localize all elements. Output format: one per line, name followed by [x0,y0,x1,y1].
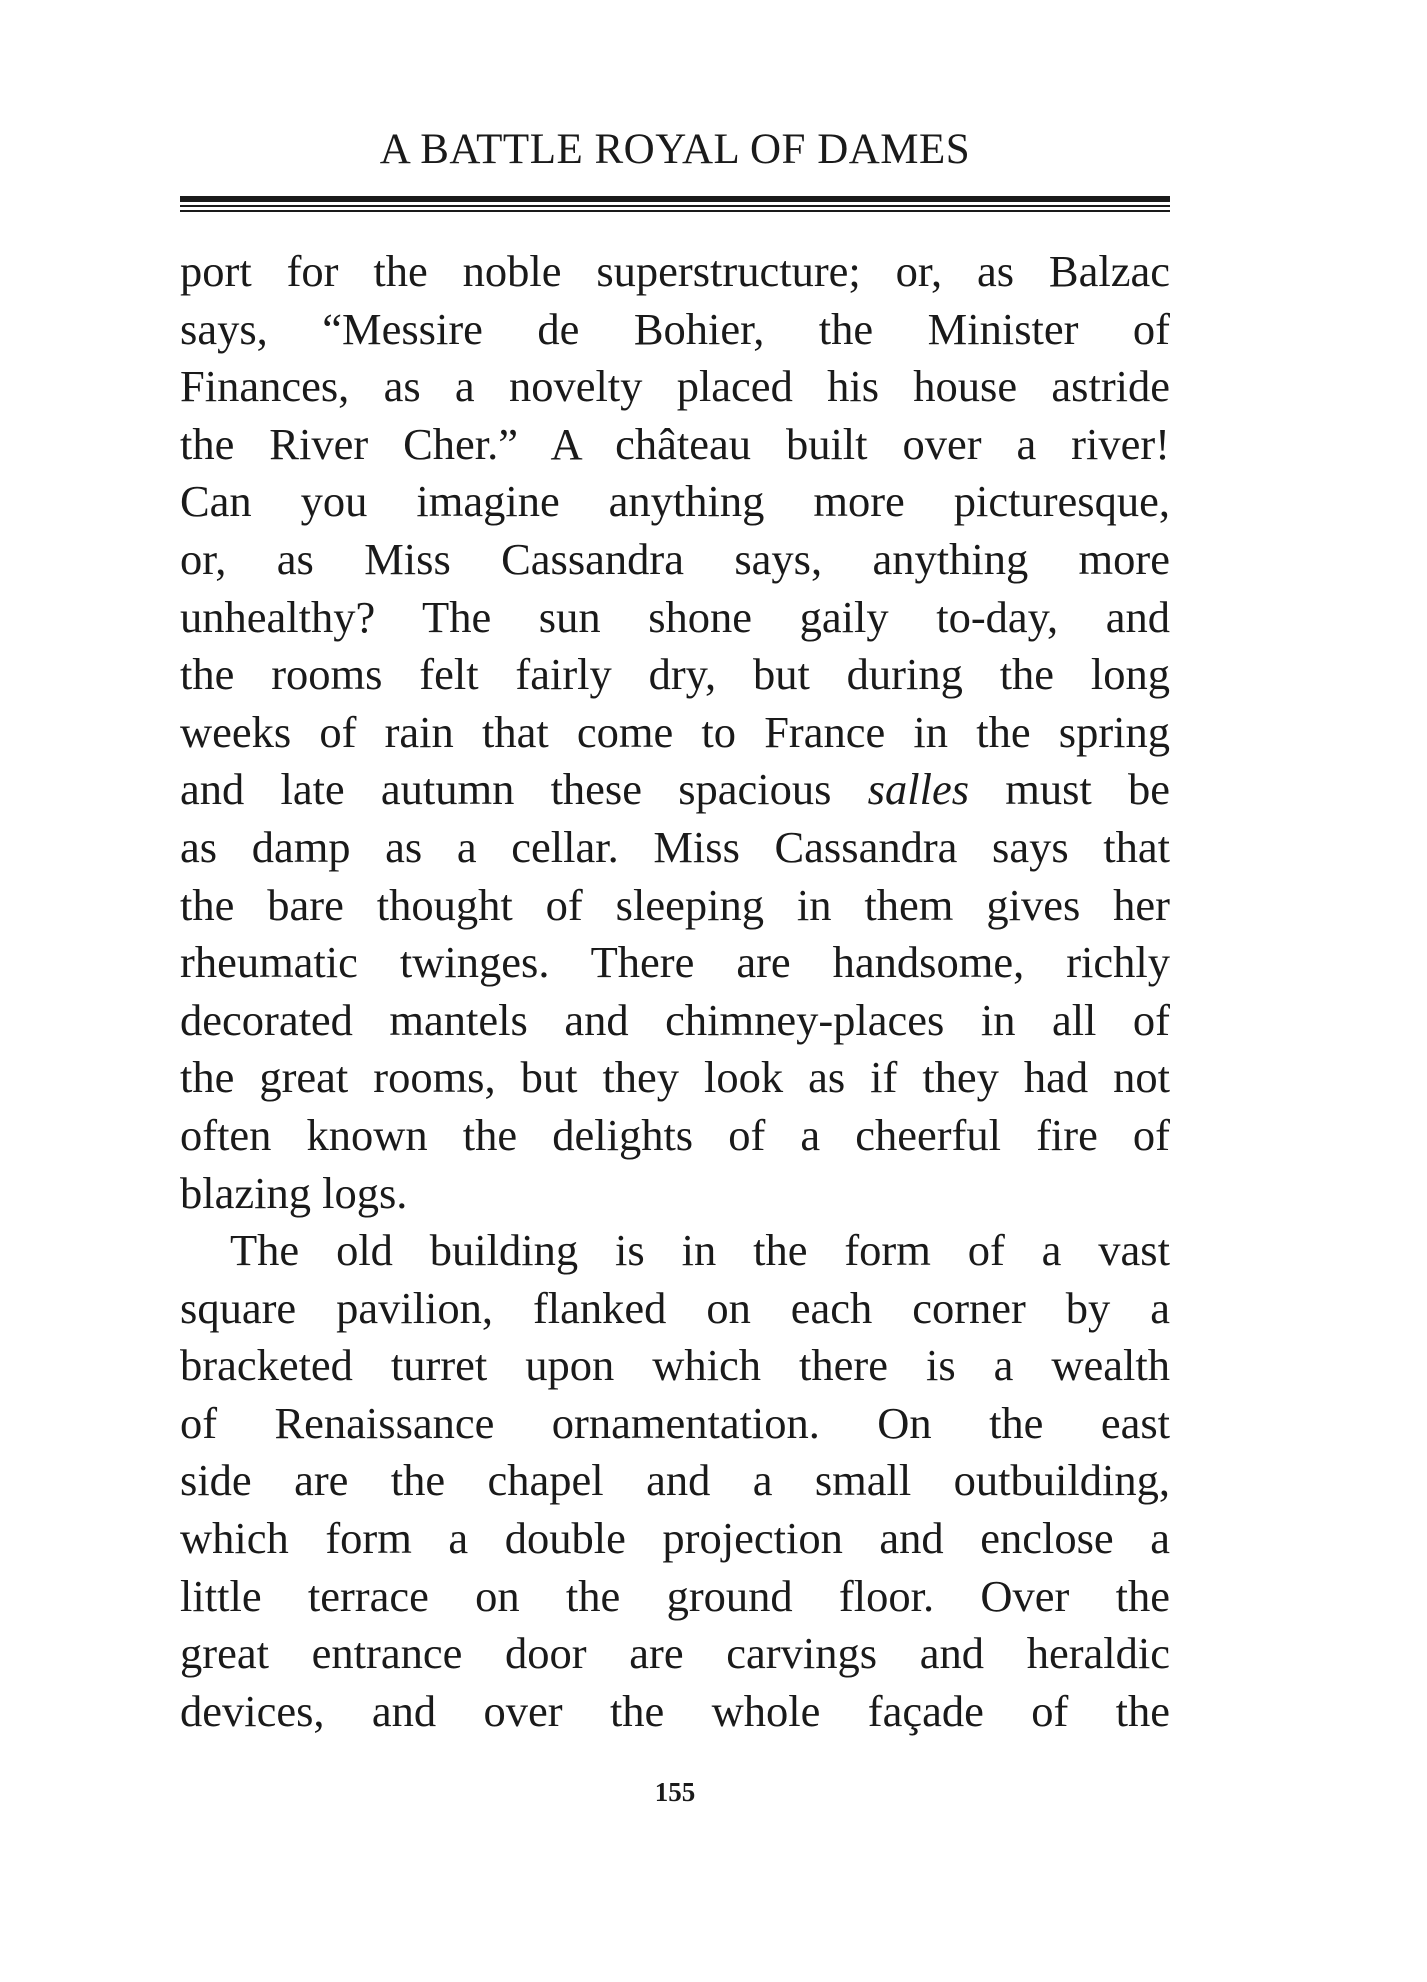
text-line: as damp as a cellar. Miss Cassandra says that [180,821,1170,872]
text-line: often known the delights of a cheerful fire of [180,1109,1170,1160]
text-line: rheumatic twinges. There are handsome, richly [180,937,1170,988]
header-rule [180,196,1170,212]
text-line: weeks of rain that come to France in the spring [180,706,1170,757]
page-number: 155 [654,1777,696,1807]
text-line: the River Cher.” A château built over a river! [180,418,1170,469]
italic-word: salles [867,764,970,815]
text-line: little terrace on the ground floor. Over the [180,1570,1170,1621]
text-line: unhealthy? The sun shone gaily to-day, and [180,591,1170,642]
text-line: Finances, as a novelty placed his house astride [180,361,1170,412]
running-head: A BATTLE ROYAL OF DAMES [379,126,971,173]
header-rule-thin-line [180,210,1170,212]
text-line: which form a double projection and enclose a [180,1513,1170,1564]
text-line: square pavilion, flanked on each corner by a [180,1282,1170,1333]
text-line: says, “Messire de Bohier, the Minister of [180,303,1170,354]
text-line: The old building is in the form of a vast [230,1225,1170,1276]
text-line: devices, and over the whole façade of the [180,1685,1170,1736]
body-text [180,243,1170,1740]
header-rule-thin-line [180,205,1170,207]
text-line: the rooms felt fairly dry, but during the long [180,649,1170,700]
text-line: blazing logs. [180,1167,408,1218]
text-line: port for the noble superstructure; or, as Balzac [180,246,1170,296]
text-line: of Renaissance ornamentation. On the east [180,1397,1170,1448]
text-line: decorated mantels and chimney-places in all of [180,994,1170,1045]
header-rule-thick-line [180,196,1170,202]
text-line: great entrance door are carvings and heraldic [180,1628,1170,1679]
text-line: the bare thought of sleeping in them gives her [180,879,1170,930]
text-line: side are the chapel and a small outbuilding, [180,1455,1170,1506]
text-line: and late autumn these spacious salles must be [180,764,1170,815]
text-line: bracketed turret upon which there is a wealth [180,1340,1170,1391]
text-line: or, as Miss Cassandra says, anything more [180,533,1170,584]
text-line: the great rooms, but they look as if they had not [180,1052,1170,1103]
text-line: Can you imagine anything more picturesque, [180,476,1170,527]
